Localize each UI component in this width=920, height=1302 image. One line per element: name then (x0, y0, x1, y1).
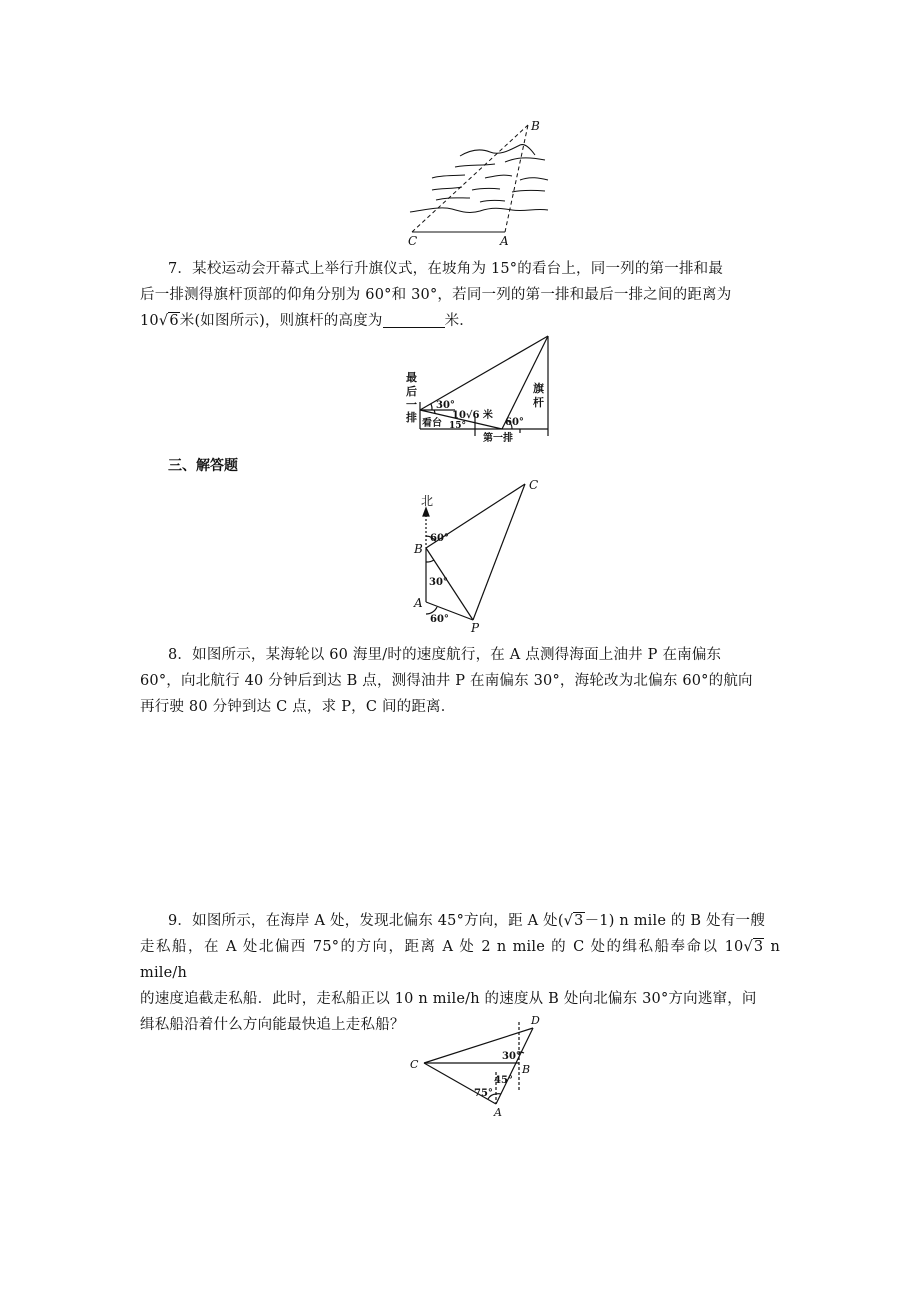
problem9-sqrt-1: 3 (574, 913, 584, 929)
figure9-label-c: C (410, 1058, 419, 1071)
figure-top-label-a: A (500, 234, 509, 248)
problem9-line2: 走私船，在 A 处北偏西 75°的方向，距离 A 处 2 n mile 的 C 处的缉私船奉命以 10√3 n mile/h (140, 939, 780, 981)
figure8-label-p: P (471, 621, 480, 635)
figure7-last-row-1: 最 (406, 371, 417, 384)
problem9-line1-b: －1) n mile 的 B 处有一艘 (584, 913, 765, 929)
figure7-angle-30: 30° (436, 400, 455, 411)
figure8-label-b: B (414, 542, 423, 556)
problem7-unit: 米． (444, 313, 474, 329)
figure7-pole-1: 旗 (533, 382, 544, 395)
problem9-line3: 的速度追截走私船．此时，走私船正以 10 n mile/h 的速度从 B 处向北偏东 30°方向逃窜，问 (140, 991, 757, 1007)
figure9-label-b: B (522, 1063, 531, 1076)
problem8-line1-text: 8．如图所示，某海轮以 60 海里/时的速度航行，在 A 点测得海面上油井 P 在南偏东 (168, 647, 722, 663)
figure8-angle-60-bottom: 60° (430, 614, 449, 625)
figure7-pole-2: 杆 (533, 396, 544, 409)
figure7-stand: 看台 (422, 418, 442, 429)
figure9-angle-45: 45° (494, 1075, 513, 1086)
problem9-line2-a: 走私船，在 A 处北偏西 75°的方向，距离 A 处 2 n mile 的 C 处的缉私船奉命以 10 (140, 939, 744, 955)
figure7-distance: 10√6 米 (452, 410, 493, 421)
figure9-label-d: D (531, 1014, 540, 1027)
figure8-label-a: A (414, 596, 423, 610)
figure8-north: 北 (421, 494, 434, 508)
problem9-sqrt-2: 3 (753, 939, 764, 955)
figure8-angle-60-top: 60° (430, 533, 449, 544)
figure8-label-c: C (529, 478, 539, 492)
problem8-line2: 60°，向北航行 40 分钟后到达 B 点，测得油井 P 在南偏东 30°，海轮改为北偏东 60°的航向 (140, 673, 753, 689)
figure8-angle-30: 30° (429, 577, 448, 588)
problem7-line3-text: 米(如图所示)，则旗杆的高度为 (179, 313, 383, 329)
figure9-angle-30: 30° (502, 1051, 521, 1062)
figure9-label-a: A (494, 1106, 502, 1119)
problem7-sqrt: 6 (169, 313, 179, 329)
problem8-line3: 再行驶 80 分钟到达 C 点，求 P，C 间的距离． (140, 699, 456, 715)
figure7-angle-60: 60° (505, 417, 524, 428)
problem9-line1: 9．如图所示，在海岸 A 处，发现北偏东 45°方向，距 A 处(√3－1) n mile 的 B 处有一艘 (168, 913, 765, 929)
figure7-first-row: 第一排 (483, 433, 513, 444)
problem7-line2: 后一排测得旗杆顶部的仰角分别为 60°和 30°，若同一列的第一排和最后一排之间的距离为 (140, 287, 732, 303)
figure7-angle-15: 15° (449, 421, 467, 431)
figure7-last-row-3: 一 (406, 398, 417, 411)
figure-top-label-c: C (408, 234, 418, 248)
problem9-line4: 缉私船沿着什么方向能最快追上走私船？ (140, 1017, 405, 1033)
figure9-angle-75: 75° (474, 1088, 493, 1099)
figure7-last-row-4: 排 (406, 411, 417, 424)
problem7-line3: 10√6米(如图所示)，则旗杆的高度为 米． (140, 313, 474, 329)
problem9-line2-b: n mile/h (140, 939, 780, 981)
figure-top-label-b: B (531, 119, 540, 133)
problem9-line1-a: 9．如图所示，在海岸 A 处，发现北偏东 45°方向，距 A 处( (168, 913, 564, 929)
problem7-number: 7． (168, 261, 193, 277)
section-heading: 三、解答题 (168, 458, 238, 474)
problem7-coef: 10 (140, 313, 159, 329)
figure7-last-row-2: 后 (406, 385, 417, 398)
problem7-line1-text: 某校运动会开幕式上举行升旗仪式，在坡角为 15°的看台上，同一列的第一排和最 (192, 261, 724, 277)
